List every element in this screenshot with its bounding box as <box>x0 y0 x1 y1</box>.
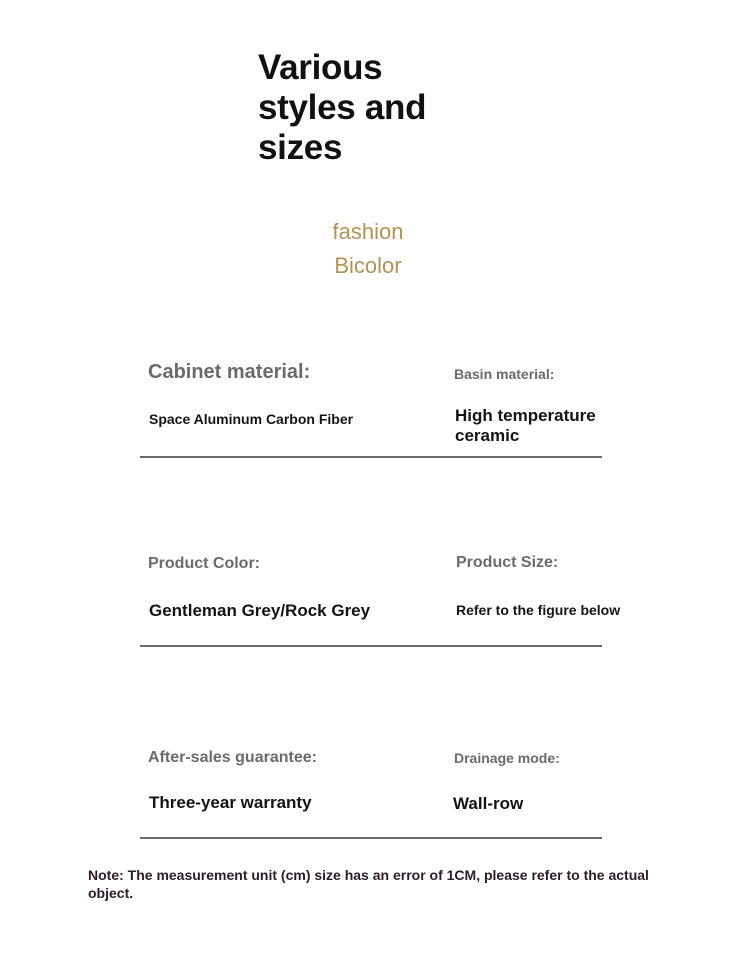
cabinet-material-label: Cabinet material: <box>148 361 311 383</box>
cabinet-material-value: Space Aluminum Carbon Fiber <box>149 411 354 427</box>
basin-material-value <box>455 406 596 446</box>
product-color-value: Gentleman Grey/Rock Grey <box>149 601 371 620</box>
divider-1 <box>140 456 602 458</box>
subtitle-bicolor: Bicolor <box>334 253 402 278</box>
product-size-value: Refer to the figure below <box>456 602 621 618</box>
after-sales-value: Three-year warranty <box>149 793 312 812</box>
drainage-mode-value: Wall-row <box>453 794 524 813</box>
product-size-label: Product Size: <box>456 554 559 571</box>
basin-material-value-line-1: High temperature <box>455 406 596 425</box>
divider-3 <box>140 837 602 839</box>
subtitle-fashion: fashion <box>332 219 404 244</box>
divider-2 <box>140 645 602 647</box>
page-title <box>258 48 488 168</box>
product-color-label: Product Color: <box>148 555 260 572</box>
measurement-note: Note: The measurement unit (cm) size has an error of 1CM, please refer to the actual object. <box>88 867 649 901</box>
basin-material-value-line-2: ceramic <box>455 426 520 445</box>
basin-material-label: Basin material: <box>454 366 555 382</box>
title-line-1: Various <box>258 48 383 87</box>
after-sales-label: After-sales guarantee: <box>148 749 317 766</box>
title-line-2: styles and <box>258 88 427 127</box>
title-line-3: sizes <box>258 128 343 167</box>
drainage-mode-label: Drainage mode: <box>454 750 560 766</box>
